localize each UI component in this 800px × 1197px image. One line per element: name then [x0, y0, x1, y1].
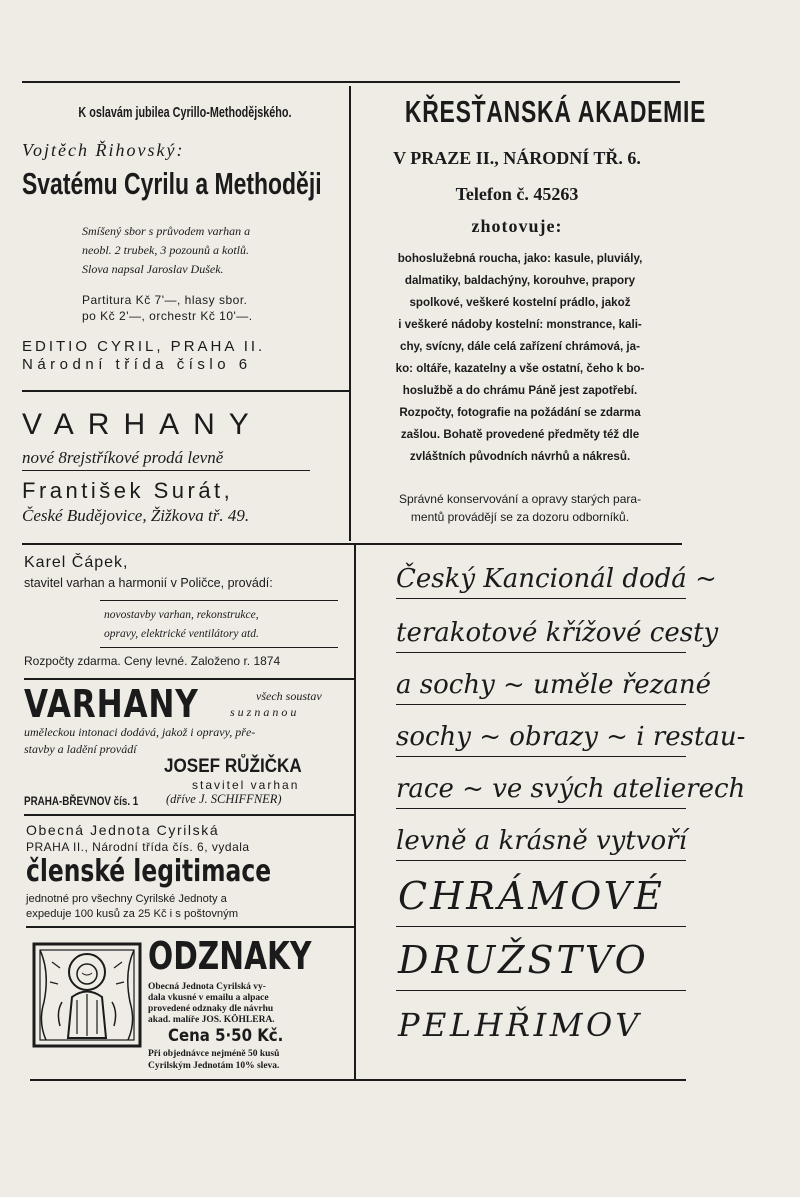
kancional-underline [396, 990, 686, 991]
odznaky-line: dala vkusné v emailu a alpace [148, 993, 269, 1003]
akademie-body-line: hoslužbě a do chrámu Páně jest zapotřebí. [402, 384, 638, 397]
kancional-underline [396, 598, 686, 599]
kancional-line: levně a krásně vytvoří [396, 826, 687, 856]
jednota-title: členské legitimace [26, 854, 272, 889]
capek-service-line: novostavby varhan, rekonstrukce, [104, 609, 259, 621]
akademie-footer [358, 490, 682, 526]
akademie-title: KŘESŤANSKÁ AKADEMIE [404, 94, 707, 129]
ruzicka-text-line: stavby a ladění provádí [24, 742, 137, 756]
rule-left-4 [26, 926, 354, 928]
akademie-body-line: zvláštních původních návrhů a nákresů. [409, 450, 631, 463]
rule-left-2 [24, 678, 354, 680]
cyril-desc [82, 222, 348, 279]
akademie-body-line: chy, svícny, dále celá zařízení chrámová, ja- [400, 340, 640, 353]
capek-line: stavitel varhan a harmonií v Poličce, provádí: [24, 576, 273, 590]
ruzicka-ad [24, 682, 352, 812]
cyril-desc-line: neobl. 2 trubek, 3 pozounů a kotlů. [82, 243, 249, 257]
akademie-footer-line: Správné konservování a opravy starých para- [398, 492, 642, 506]
cyril-publisher: EDITIO CYRIL, PRAHA II. [22, 338, 266, 355]
odznaky-note-line: Cyrilským Jednotám 10% sleva. [148, 1061, 280, 1071]
jednota-address: PRAHA II., Národní třída čís. 6, vydala [26, 840, 250, 854]
kancional-underline [396, 652, 686, 653]
bottom-rule [30, 1079, 686, 1081]
surat-ad [22, 398, 348, 538]
capek-name: Karel Čápek, [24, 554, 129, 571]
cyril-price-line: Partitura Kč 7'—, hlasy sbor. [82, 293, 248, 307]
akademie-body-line: bohoslužebná roucha, jako: kasule, pluviály, [397, 252, 643, 265]
kancional-big: DRUŽSTVO [398, 938, 649, 982]
odznaky-note [148, 1048, 354, 1072]
akademie-body-line: spolkové, veškeré kostelní prádlo, jakož [409, 296, 631, 309]
ruzicka-former: (dříve J. SCHIFFNER) [166, 792, 282, 806]
ruzicka-side [230, 688, 350, 720]
ruzicka-place: PRAHA-BŘEVNOV čís. 1 [24, 794, 139, 808]
capek-rule-2 [100, 647, 338, 648]
column-divider [349, 86, 351, 541]
kancional-line: terakotové křížové cesty [396, 618, 719, 648]
kancional-underline [396, 704, 686, 705]
kancional-line: sochy ~ obrazy ~ i restau- [396, 722, 746, 752]
odznaky-line: akad. malíře JOS. KÖHLERA. [148, 1015, 275, 1025]
surat-name: František Surát, [22, 478, 234, 503]
odznaky-ad [28, 934, 354, 1076]
jednota-text-line: jednotné pro všechny Cyrilské Jednoty a [26, 893, 227, 905]
cyril-header: K oslavám jubilea Cyrillo-Methodějského. [78, 104, 292, 121]
odznaky-price: Cena 5·50 Kč. [168, 1026, 284, 1046]
cyril-author: Vojtěch Řihovský: [22, 140, 185, 160]
rule-mid [22, 543, 682, 545]
jednota-text-line: expeduje 100 kusů za 25 Kč i s poštovným [26, 908, 239, 920]
akademie-makes: zhotovuje: [471, 216, 563, 236]
akademie-body-line: dalmatiky, baldachýny, korouhve, prapory [404, 274, 636, 287]
kancional-underline [396, 926, 686, 927]
capek-service-line: opravy, elektrické ventilátory atd. [104, 628, 259, 640]
akademie-body-line: zašlou. Bohatě provedené předměty též dle [400, 428, 640, 441]
ruzicka-title: VARHANY [24, 682, 199, 726]
akademie-phone: Telefon č. 45263 [455, 184, 579, 204]
kancional-line: Český Kancionál dodá ~ [396, 564, 717, 594]
akademie-address: V PRAZE II., NÁRODNÍ TŘ. 6. [393, 148, 641, 168]
ruzicka-name: JOSEF RŮŽIČKA [164, 756, 302, 777]
odznaky-line: provedené odznaky dle návrhu [148, 1004, 274, 1014]
kancional-underline [396, 756, 686, 757]
akademie-ad [352, 90, 707, 540]
cyril-address: Národní třída číslo 6 [22, 356, 252, 373]
rule-left-1 [22, 390, 350, 392]
capek-footer: Rozpočty zdarma. Ceny levné. Založeno r. 1874 [24, 654, 281, 668]
capek-ad [24, 550, 352, 675]
surat-underline [22, 470, 310, 471]
surat-address: České Budějovice, Žižkova tř. 49. [22, 506, 250, 525]
ruzicka-text [24, 724, 352, 758]
odznaky-title: ODZNAKY [148, 934, 312, 978]
odznaky-lines [148, 982, 354, 1026]
cyril-price-line: po Kč 2'—, orchestr Kč 10'—. [82, 309, 253, 323]
cyril-prices [82, 292, 348, 324]
jednota-ad [26, 820, 354, 924]
odznaky-line: Obecná Jednota Cyrilská vy- [148, 982, 266, 992]
ruzicka-side-line: všech soustav [256, 689, 322, 703]
akademie-body-line: i veškeré nádoby kostelní: monstrance, kali- [398, 318, 642, 331]
top-rule [22, 81, 680, 83]
cyril-desc-line: Slova napsal Jaroslav Dušek. [82, 262, 224, 276]
kancional-line: a sochy ~ uměle řezané [396, 670, 711, 700]
saint-badge-illustration [32, 942, 142, 1048]
rule-left-3 [24, 814, 354, 816]
akademie-body-line: ko: oltáře, kazatelny a vše ostatní, čeho k bo- [395, 362, 645, 375]
akademie-body [358, 248, 682, 468]
jednota-text [26, 892, 354, 922]
surat-subtitle: nové 8rejstříkové prodá levně [22, 448, 224, 467]
surat-title: VARHANY [22, 408, 263, 441]
kancional-underline [396, 860, 686, 861]
jednota-org: Obecná Jednota Cyrilská [26, 822, 220, 838]
ruzicka-text-line: uměleckou intonaci dodává, jakož i opravy, pře- [24, 725, 256, 739]
cyril-desc-line: Smíšený sbor s průvodem varhan a [82, 224, 251, 238]
capek-rule-1 [100, 600, 338, 601]
cyril-title: Svatému Cyrilu a Methoději [22, 166, 322, 201]
ruzicka-role: stavitel varhan [192, 778, 300, 792]
akademie-body-line: Rozpočty, fotografie na požádání se zdarma [399, 406, 641, 419]
ruzicka-side-line: suznanou [230, 705, 300, 719]
kancional-big: CHRÁMOVÉ [398, 874, 665, 918]
odznaky-note-line: Při objednávce nejméně 50 kusů [148, 1049, 280, 1059]
akademie-footer-line: mentů provádějí se za dozoru odborníků. [410, 510, 630, 524]
cyril-ad [22, 100, 348, 385]
kancional-line: race ~ ve svých atelierech [396, 774, 746, 804]
kancional-big: PELHŘIMOV [398, 1006, 642, 1044]
capek-services [104, 606, 340, 644]
kancional-ad [356, 548, 746, 1076]
kancional-underline [396, 808, 686, 809]
